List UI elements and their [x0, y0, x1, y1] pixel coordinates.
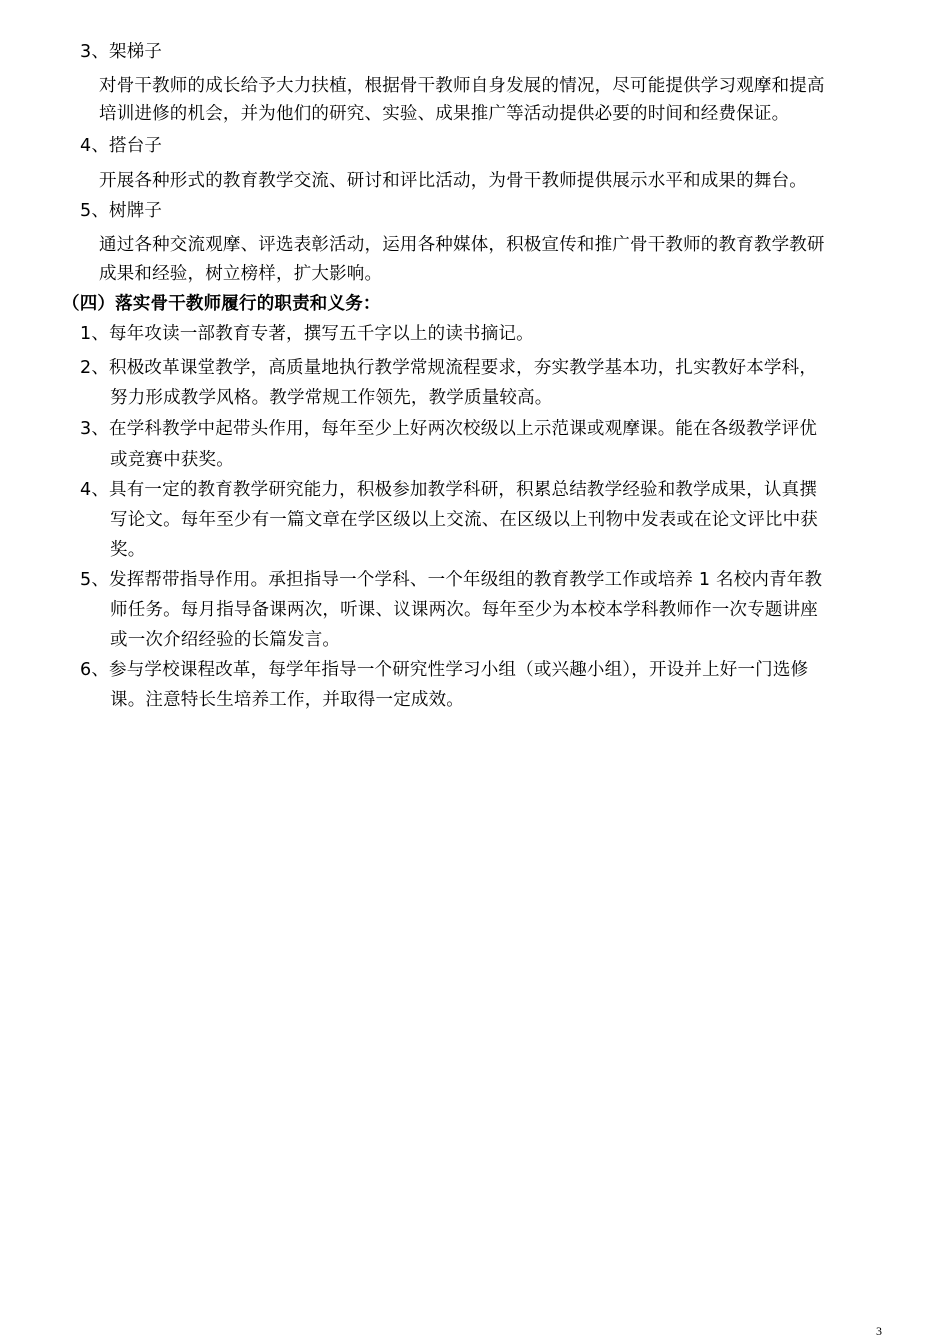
- section-four-title: （四）落实骨干教师履行的职责和义务：: [62, 294, 381, 314]
- subsection-5-line-2: 成果和经验，树立榜样，扩大影响。: [99, 264, 383, 284]
- subsection-heading-4: 4、搭台子: [80, 136, 163, 156]
- subsection-4-line-1: 开展各种形式的教育教学交流、研讨和评比活动，为骨干教师提供展示水平和成果的舞台。: [99, 171, 807, 191]
- duty-item-4-line-3: 奖。: [110, 540, 146, 560]
- duty-item-5-line-3: 或一次介绍经验的长篇发言。: [110, 630, 341, 650]
- duty-item-6-line-2: 课。注意特长生培养工作，并取得一定成效。: [110, 690, 464, 710]
- subsection-3-line-2: 培训进修的机会，并为他们的研究、实验、成果推广等活动提供必要的时间和经费保证。: [99, 104, 790, 124]
- subsection-heading-3: 3、架梯子: [80, 42, 163, 62]
- page-number: 3: [876, 1324, 882, 1338]
- duty-item-4-line-1: 4、具有一定的教育教学研究能力，积极参加教学科研，积累总结教学经验和教学成果，认真撰: [80, 480, 818, 500]
- duty-item-4-line-2: 写论文。每年至少有一篇文章在学区级以上交流、在区级以上刊物中发表或在论文评比中获: [110, 510, 818, 530]
- duty-item-3-line-2: 或竞赛中获奖。: [110, 450, 234, 470]
- duty-item-5-line-2: 师任务。每月指导备课两次，听课、议课两次。每年至少为本校本学科教师作一次专题讲座: [110, 600, 818, 620]
- subsection-heading-5: 5、树牌子: [80, 201, 163, 221]
- duty-item-1-line-1: 1、每年攻读一部教育专著，撰写五千字以上的读书摘记。: [80, 324, 534, 344]
- duty-item-5-line-1: 5、发挥帮带指导作用。承担指导一个学科、一个年级组的教育教学工作或培养 1 名校内青年教: [80, 570, 823, 590]
- duty-item-6-line-1: 6、参与学校课程改革，每学年指导一个研究性学习小组（或兴趣小组），开设并上好一门选修: [80, 660, 809, 680]
- duty-item-2-line-2: 努力形成教学风格。教学常规工作领先，教学质量较高。: [110, 388, 553, 408]
- subsection-5-line-1: 通过各种交流观摩、评选表彰活动，运用各种媒体，积极宣传和推广骨干教师的教育教学教研: [99, 235, 825, 255]
- duty-item-2-line-1: 2、积极改革课堂教学，高质量地执行教学常规流程要求，夯实教学基本功，扎实教好本学科，: [80, 358, 818, 378]
- duty-item-3-line-1: 3、在学科教学中起带头作用，每年至少上好两次校级以上示范课或观摩课。能在各级教学评优: [80, 419, 818, 439]
- subsection-3-line-1: 对骨干教师的成长给予大力扶植，根据骨干教师自身发展的情况，尽可能提供学习观摩和提高: [99, 76, 825, 96]
